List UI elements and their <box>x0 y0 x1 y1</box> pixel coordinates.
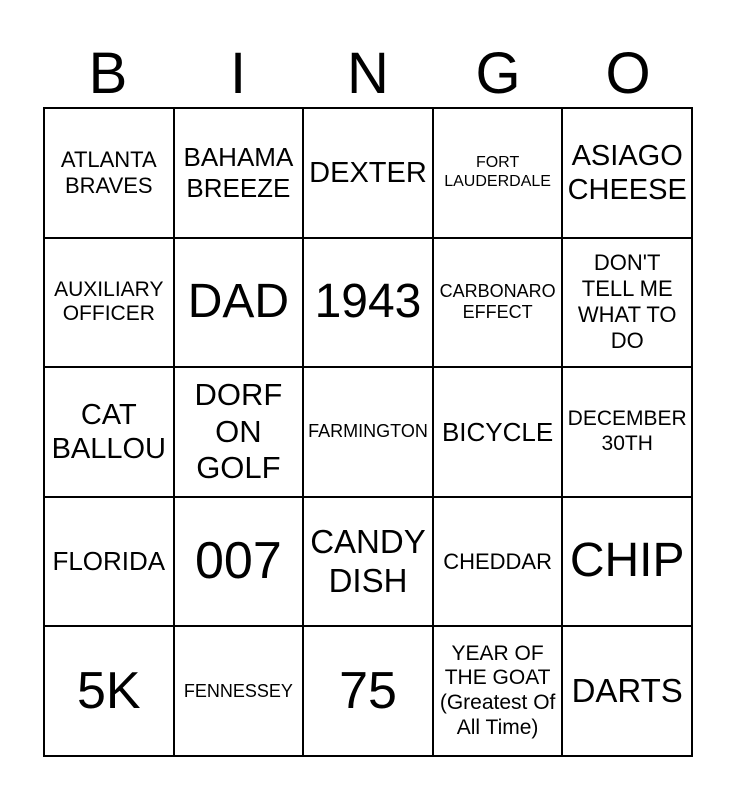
cell-text: FORT LAUDERDALE <box>444 153 551 190</box>
cell-text: DORF ON GOLF <box>194 377 283 486</box>
bingo-cell <box>562 497 692 627</box>
header-letter-i: I <box>229 41 247 106</box>
bingo-cell <box>44 108 174 238</box>
bingo-cell <box>174 497 304 627</box>
cell-text: ASIAGO CHEESE <box>567 139 687 206</box>
cell-text: DEXTER <box>309 156 427 189</box>
cell-text: CAT BALLOU <box>51 398 167 465</box>
bingo-cell <box>303 367 433 497</box>
cell-text: DARTS <box>571 671 683 709</box>
cell-text: DON'T TELL ME WHAT TO DO <box>577 250 677 354</box>
header-letter-g: G <box>475 41 521 106</box>
bingo-cell <box>562 626 692 756</box>
bingo-cell <box>44 497 174 627</box>
bingo-cell <box>174 108 304 238</box>
bingo-cell <box>433 238 563 368</box>
bingo-cell <box>174 238 304 368</box>
cell-text: 007 <box>195 531 282 590</box>
bingo-cell <box>433 367 563 497</box>
bingo-cell <box>174 626 304 756</box>
bingo-cell <box>44 238 174 368</box>
bingo-cell <box>433 497 563 627</box>
cell-text: 5K <box>76 661 141 720</box>
cell-text: DAD <box>187 275 290 329</box>
header-letter-n: N <box>347 41 389 106</box>
cell-text: DECEMBER 30TH <box>567 407 687 455</box>
bingo-cell <box>174 367 304 497</box>
cell-text: YEAR OF THE GOAT (Greatest Of All Time) <box>439 641 556 739</box>
cell-text: FENNESSEY <box>183 680 293 701</box>
bingo-cell <box>562 238 692 368</box>
bingo-cell <box>433 108 563 238</box>
header-letter-b: B <box>88 41 128 106</box>
bingo-cell <box>562 367 692 497</box>
cell-text: ATLANTA BRAVES <box>60 146 157 198</box>
bingo-cell <box>44 367 174 497</box>
cell-text: BICYCLE <box>441 416 554 447</box>
cell-text: CANDY DISH <box>310 522 426 599</box>
cell-text: FARMINGTON <box>308 421 428 442</box>
cell-text: CHIP <box>569 534 685 588</box>
cell-text: CHEDDAR <box>443 548 552 574</box>
bingo-cell <box>303 108 433 238</box>
cell-text: AUXILIARY OFFICER <box>54 277 164 326</box>
bingo-board <box>43 107 693 757</box>
bingo-cell <box>433 626 563 756</box>
cell-text: 1943 <box>314 275 422 329</box>
bingo-cell <box>303 497 433 627</box>
cell-text: FLORIDA <box>52 546 166 577</box>
bingo-cell <box>303 238 433 368</box>
header-letter-o: O <box>605 41 651 106</box>
cell-text: 75 <box>339 661 397 720</box>
bingo-header <box>43 42 693 106</box>
bingo-cell <box>44 626 174 756</box>
cell-text: CARBONARO EFFECT <box>439 281 556 323</box>
cell-text: BAHAMA BREEZE <box>183 142 294 203</box>
bingo-cell <box>303 626 433 756</box>
bingo-cell <box>562 108 692 238</box>
